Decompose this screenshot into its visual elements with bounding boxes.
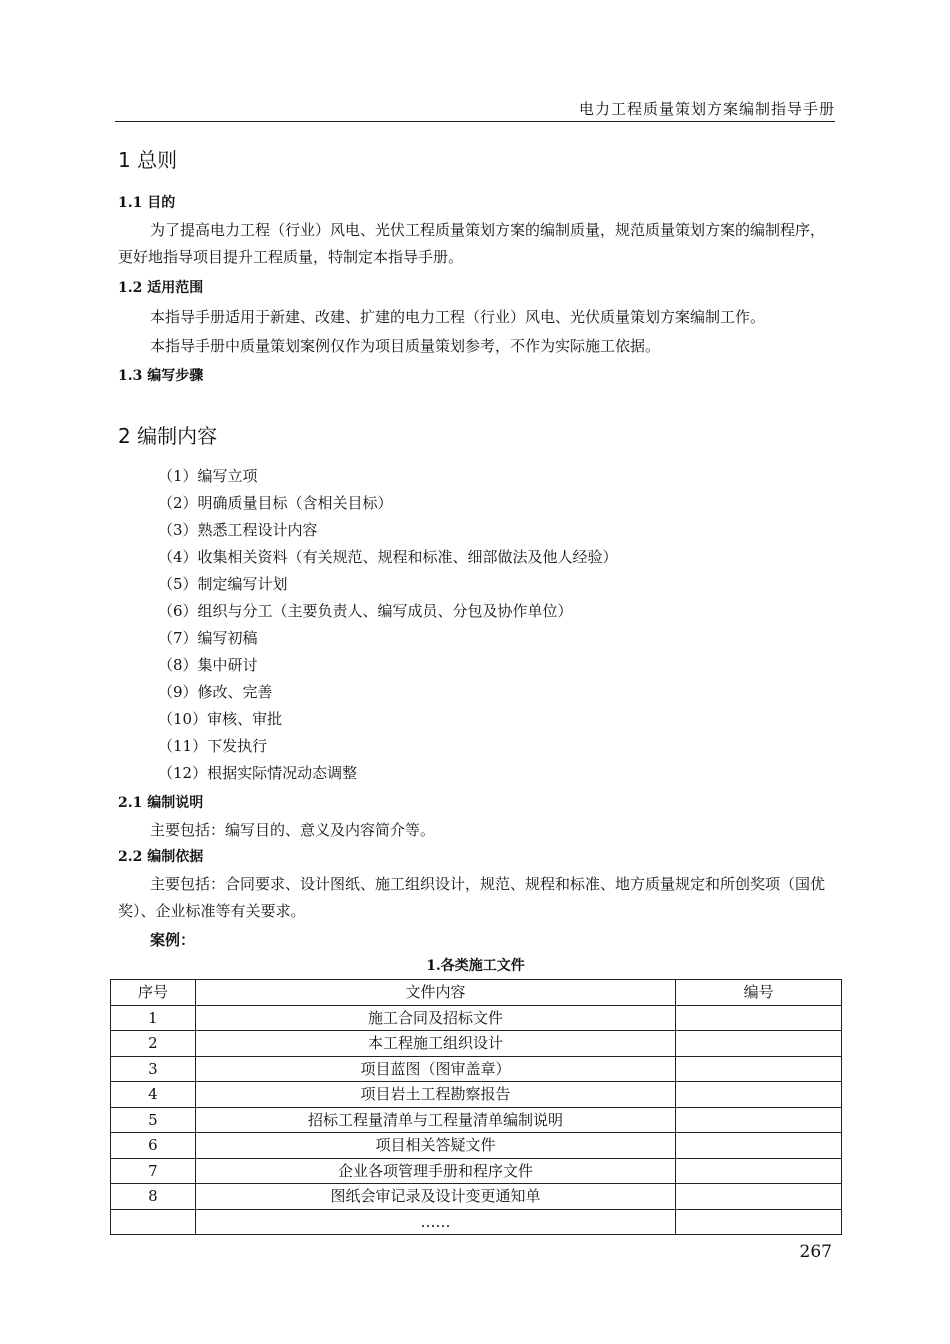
table-row (111, 1184, 842, 1210)
list-item: （2）明确质量目标（含相关目标） (158, 494, 393, 512)
cell-code (676, 1133, 842, 1159)
cell-code (676, 1184, 842, 1210)
cell-content: 图纸会审记录及设计变更通知单 (195, 1184, 675, 1210)
table-row (111, 1031, 842, 1057)
paragraph-2-2: 主要包括：合同要求、设计图纸、施工组织设计，规范、规程和标准、地方质量规定和所创奖项（国优奖）、企业标准等有关要求。 (118, 875, 826, 920)
heading-1-2: 1.2 适用范围 (118, 280, 204, 296)
cell-number: 8 (111, 1184, 196, 1210)
construction-files-table (110, 979, 842, 1235)
cell-number: 5 (111, 1107, 196, 1133)
cell-code (676, 1056, 842, 1082)
list-item: （12）根据实际情况动态调整 (158, 764, 358, 782)
table-header-row (111, 980, 842, 1006)
cell-content: …… (195, 1209, 675, 1235)
page-number: 267 (799, 1242, 832, 1262)
cell-code (676, 1158, 842, 1184)
section-2-title: 2 编制内容 (118, 424, 218, 448)
table-caption: 1.各类施工文件 (426, 958, 525, 974)
paragraph-1-2-a: 本指导手册适用于新建、改建、扩建的电力工程（行业）风电、光伏质量策划方案编制工作。 (150, 308, 766, 326)
table-row (111, 1005, 842, 1031)
column-header-number: 序号 (111, 980, 196, 1006)
cell-number: 1 (111, 1005, 196, 1031)
list-item: （5）制定编写计划 (158, 575, 288, 593)
cell-number (111, 1209, 196, 1235)
table-row (111, 1209, 842, 1235)
table-row (111, 1082, 842, 1108)
cell-content: 项目岩土工程勘察报告 (195, 1082, 675, 1108)
heading-1-1: 1.1 目的 (118, 195, 176, 211)
list-item: （1）编写立项 (158, 467, 258, 485)
cell-content: 本工程施工组织设计 (195, 1031, 675, 1057)
cell-content: 招标工程量清单与工程量清单编制说明 (195, 1107, 675, 1133)
cell-number: 4 (111, 1082, 196, 1108)
list-item: （6）组织与分工（主要负责人、编写成员、分包及协作单位） (158, 602, 573, 620)
cell-number: 7 (111, 1158, 196, 1184)
paragraph-1-2-b: 本指导手册中质量策划案例仅作为项目质量策划参考，不作为实际施工依据。 (150, 337, 661, 355)
list-item: （9）修改、完善 (158, 683, 273, 701)
cell-code (676, 1031, 842, 1057)
column-header-code: 编号 (676, 980, 842, 1006)
table-row (111, 1056, 842, 1082)
list-item: （7）编写初稿 (158, 629, 258, 647)
cell-number: 2 (111, 1031, 196, 1057)
list-item: （8）集中研讨 (158, 656, 258, 674)
cell-code (676, 1209, 842, 1235)
heading-2-1: 2.1 编制说明 (118, 795, 204, 811)
cell-content: 施工合同及招标文件 (195, 1005, 675, 1031)
cell-code (676, 1005, 842, 1031)
steps-list (158, 463, 618, 787)
column-header-content: 文件内容 (195, 980, 675, 1006)
list-item: （11）下发执行 (158, 737, 268, 755)
table-row (111, 1158, 842, 1184)
heading-2-2: 2.2 编制依据 (118, 849, 204, 865)
list-item: （3）熟悉工程设计内容 (158, 521, 318, 539)
case-label: 案例： (150, 931, 196, 949)
section-1-title: 1 总则 (118, 148, 178, 172)
heading-1-3: 1.3 编写步骤 (118, 368, 204, 384)
cell-number: 6 (111, 1133, 196, 1159)
cell-code (676, 1082, 842, 1108)
cell-code (676, 1107, 842, 1133)
table-row (111, 1107, 842, 1133)
paragraph-1-1: 为了提高电力工程（行业）风电、光伏工程质量策划方案的编制质量，规范质量策划方案的编制程序，更好地指导项目提升工程质量，特制定本指导手册。 (118, 221, 826, 266)
table-row (111, 1133, 842, 1159)
running-header-title: 电力工程质量策划方案编制指导手册 (578, 100, 835, 118)
cell-content: 企业各项管理手册和程序文件 (195, 1158, 675, 1184)
cell-number: 3 (111, 1056, 196, 1082)
paragraph-2-1: 主要包括：编写目的、意义及内容简介等。 (150, 821, 436, 839)
list-item: （4）收集相关资料（有关规范、规程和标准、细部做法及他人经验） (158, 548, 618, 566)
list-item: （10）审核、审批 (158, 710, 283, 728)
cell-content: 项目相关答疑文件 (195, 1133, 675, 1159)
cell-content: 项目蓝图（图审盖章） (195, 1056, 675, 1082)
running-header (115, 99, 835, 122)
